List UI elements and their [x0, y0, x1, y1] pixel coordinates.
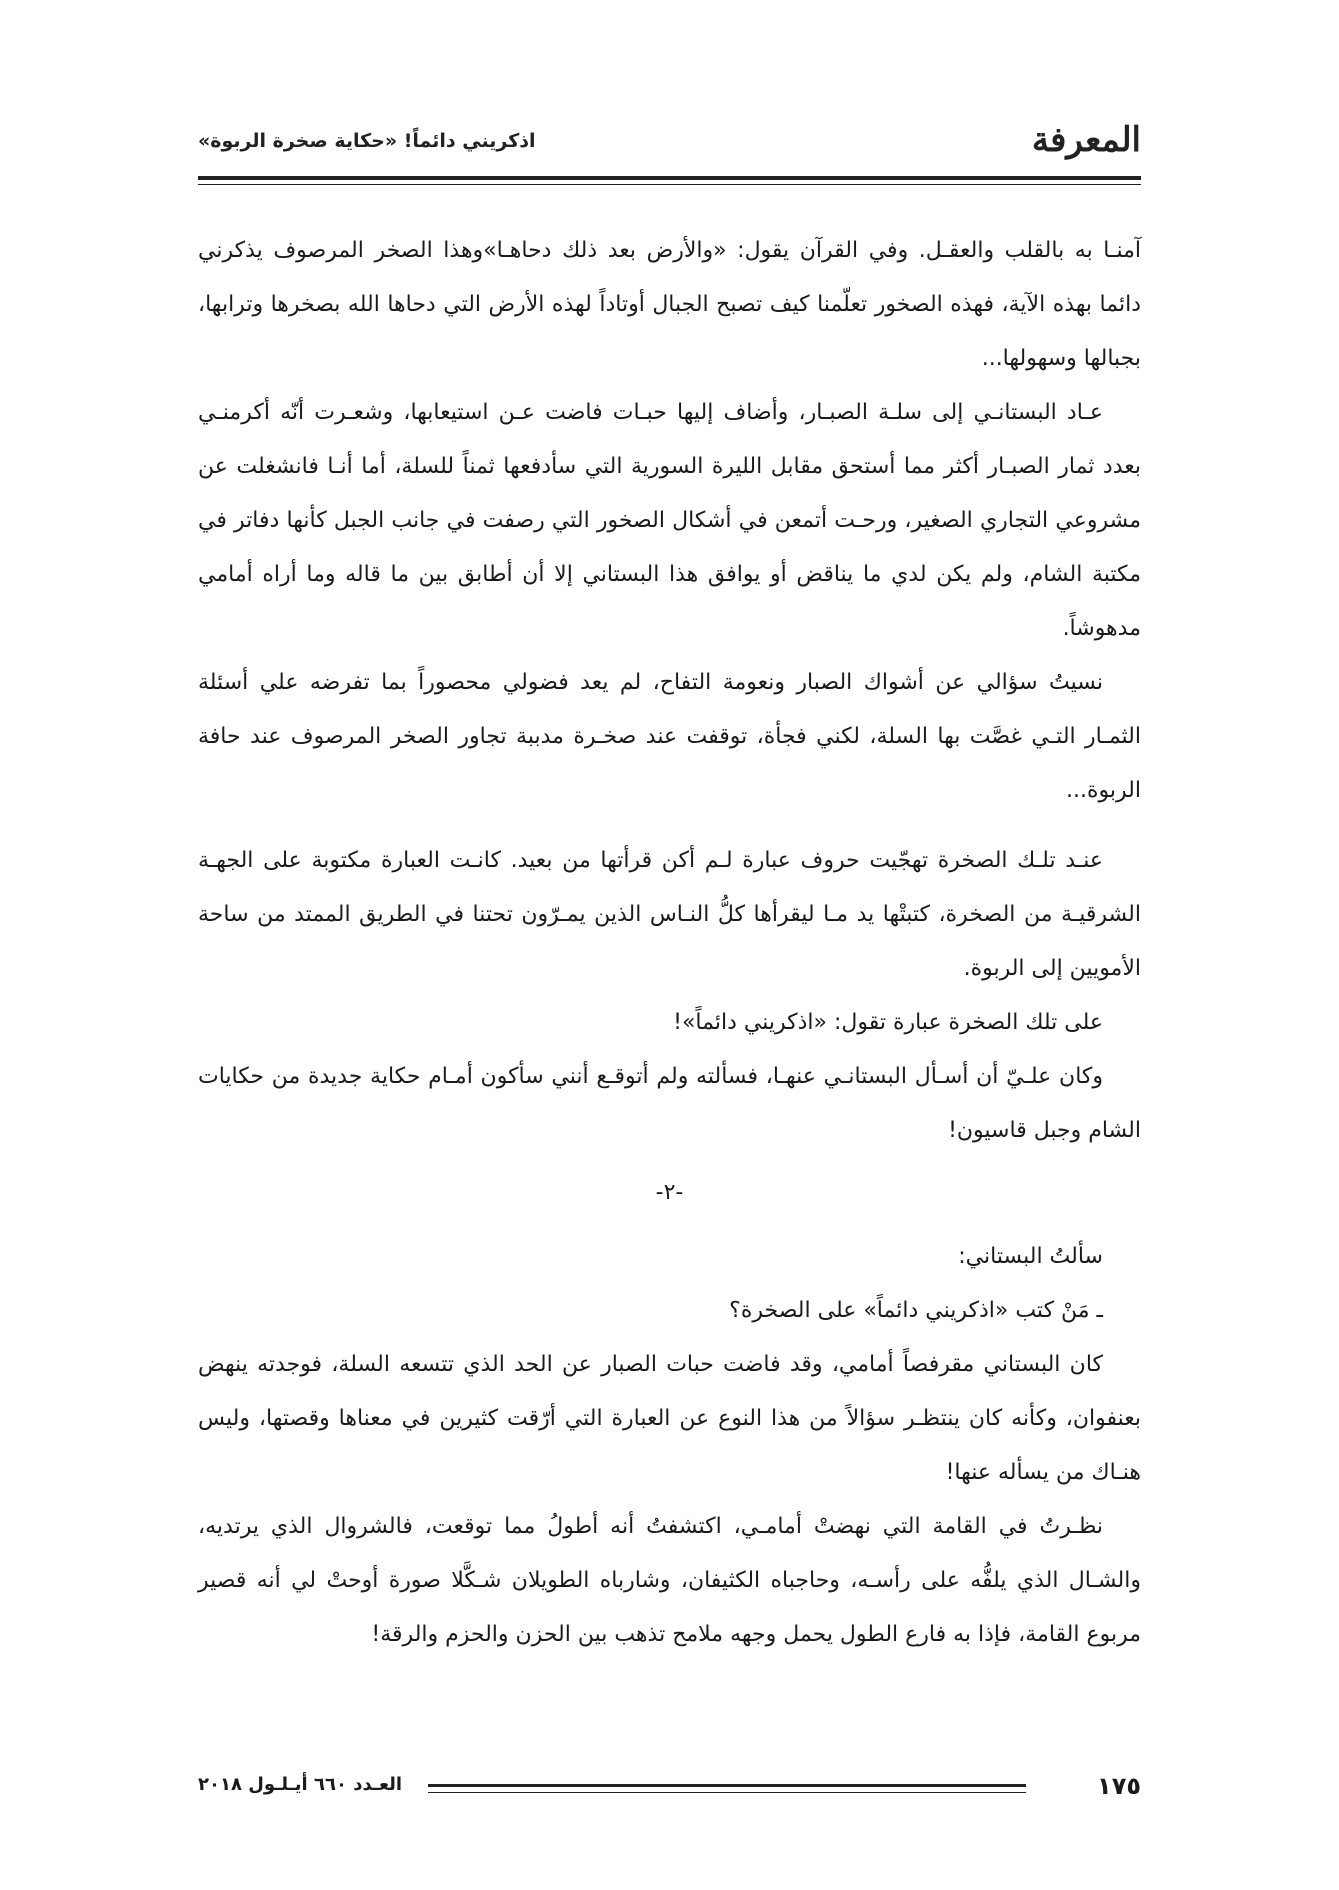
paragraph: على تلك الصخرة عبارة تقول: «اذكريني دائماً»!: [673, 1010, 1103, 1035]
running-title: اذكريني دائماً! «حكاية صخرة الربوة»: [198, 130, 536, 152]
paragraph-gap: [198, 818, 1141, 834]
paragraph: وكان علـيّ أن أسـأل البستانـي عنهـا، فسألته ولم أتوقـع أنني سأكون أمـام حكاية جديدة من حكايات الشام وجبل قاسيون!: [198, 1064, 1141, 1143]
footer-rule-thin: [428, 1792, 1026, 1793]
paragraph: نسيتُ سؤالي عن أشواك الصبار ونعومة التفاح، لم يعد فضولي محصوراً بما تفرضه علي أسئلة الثمـار التـي غصَّت بها السلة، لكني فجأة، توقفت عند صخـرة مدببة تجاور الصخر المرصوف عند حافة الربوة...: [198, 670, 1141, 803]
paragraph: عـاد البستانـي إلى سلـة الصبـار، وأضاف إليها حبـات فاضت عـن استيعابها، وشعـرت أنّه أكرمنـي بعدد ثمار الصبـار أكثر مما أستحق مقابل الليرة السورية التي سأدفعها ثمناً للسلة، أما أنـا فانشغلت عن مشروعي التجاري الصغير، ورحـت أتمعن في أشكال الصخور التي رصفت في جانب الجبل كأنها دفاتر في مكتبة الشام، ولم يكن لدي ما يناقض أو يوافق هذا البستاني إلا أن أطابق بين ما قاله وما أراه أمامي مدهوشاً.: [198, 400, 1141, 641]
page-header: [198, 118, 1141, 170]
section-number: -٢-: [655, 1180, 684, 1205]
magazine-logo: المعرفة: [1031, 120, 1141, 160]
issue-info: العـدد ٦٦٠ أيـلـول ٢٠١٨: [198, 1774, 403, 1795]
paragraph: كان البستاني مقرفصاً أمامي، وقد فاضت حبات الصبار عن الحد الذي تتسعه السلة، فوجدته ينهض بعنفوان، وكأنه كان ينتظـر سؤالاً من هذا النوع عن العبارة التي أرّقت كثيرين في معناها وقصتها، وليس هنـاك من يسأله عنها!: [198, 1352, 1141, 1485]
paragraph: عنـد تلـك الصخرة تهجّيت حروف عبارة لـم أكن قرأتها من بعيد. كانـت العبارة مكتوبة على الجهـة الشرقيـة من الصخرة، كتبتْها يد مـا ليقرأها كلُّ النـاس الذين يمـرّون تحتنا في الطريق الممتد من ساحة الأمويين إلى الربوة.: [198, 848, 1141, 981]
footer-rule: [428, 1784, 1026, 1787]
paragraph: آمنـا به بالقلب والعقـل. وفي القرآن يقول: «والأرض بعد ذلك دحاهـا»وهذا الصخر المرصوف يذكرني دائما بهذه الآية، فهذه الصخور تعلّمنا كيف تصبح الجبال أوتاداً لهذه الأرض التي دحاها الله بصخرها وترابها، بجبالها وسهولها...: [198, 238, 1141, 371]
header-rule-thin: [198, 184, 1141, 185]
page-footer: [198, 1772, 1141, 1812]
paragraph: نظـرتُ في القامة التي نهضتْ أمامـي، اكتشفتُ أنه أطولُ مما توقعت، فالشروال الذي يرتديه، والشـال الذي يلفُّه على رأسـه، وحاجباه الكثيفان، وشارباه الطويلان شـكَّلا صورة أوحتْ لي أنه قصير مربوع القامة، فإذا به فارع الطول يحمل وجهه ملامح تذهب بين الحزن والحزم والرقة!: [198, 1514, 1141, 1647]
paragraph: ـ مَنْ كتب «اذكريني دائماً» على الصخرة؟: [729, 1298, 1103, 1323]
header-rule: [198, 176, 1141, 180]
page-number: ١٧٥: [1097, 1772, 1141, 1800]
paragraph: سألتُ البستاني:: [958, 1244, 1103, 1269]
article-body: [198, 224, 1141, 1662]
